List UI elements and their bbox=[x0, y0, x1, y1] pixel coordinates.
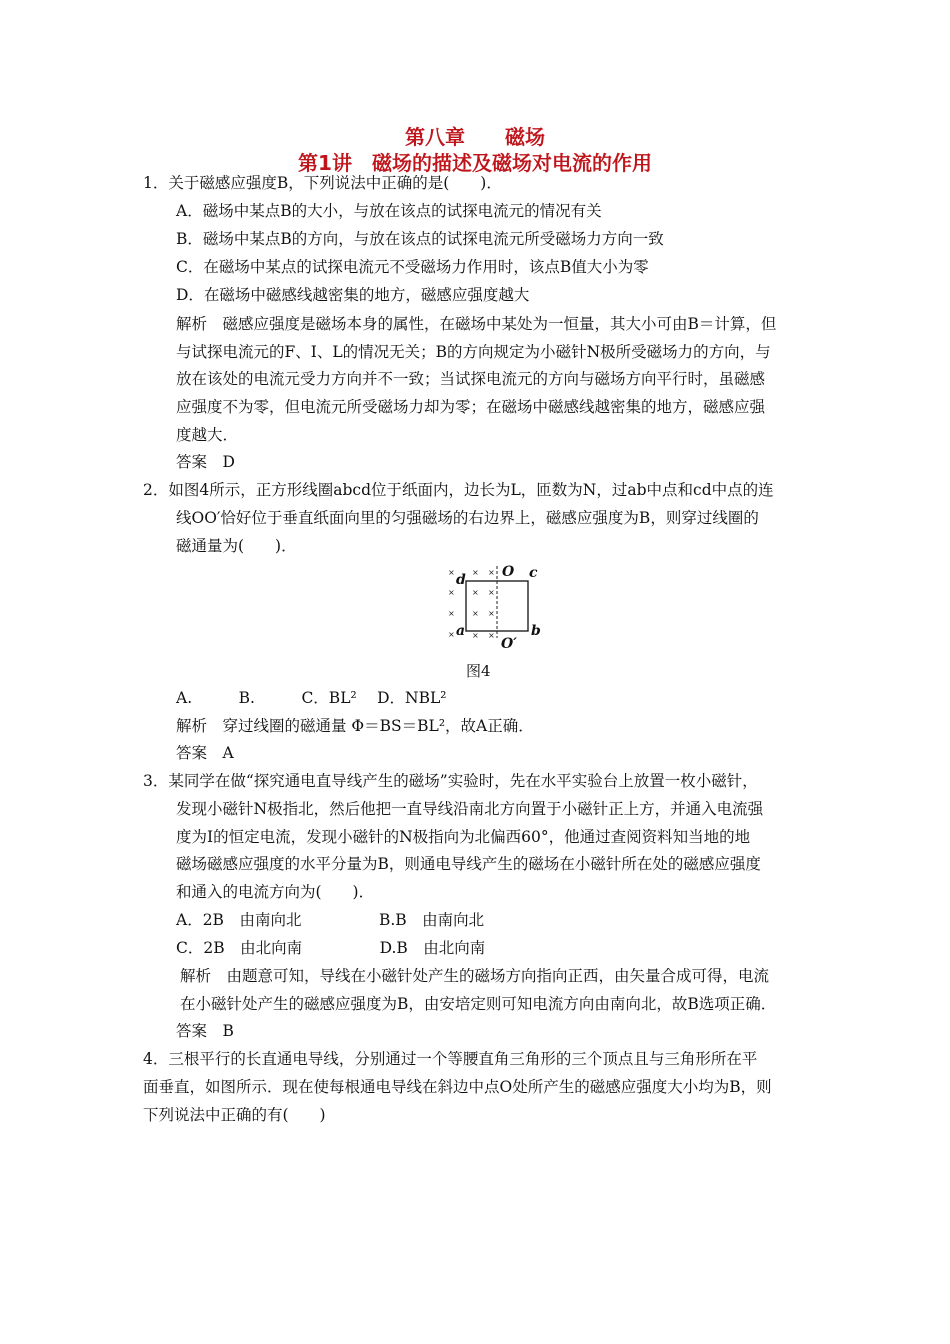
label-c: c bbox=[529, 565, 538, 581]
q1-stem: 1．关于磁感应强度B，下列说法中正确的是( )． bbox=[143, 174, 502, 192]
q3-options-row: C．2B 由北向南 D.B 由北向南 bbox=[176, 939, 486, 957]
cross-mark: × bbox=[472, 631, 479, 640]
q4-stem-line: 下列说法中正确的有( ) bbox=[143, 1106, 326, 1124]
cross-mark: × bbox=[472, 609, 479, 618]
q2-stem-line: 2．如图4所示，正方形线圈abcd位于纸面内，边长为L，匝数为N，过ab中点和cd中点的连 bbox=[143, 481, 774, 499]
cross-mark: × bbox=[488, 631, 495, 640]
q3-stem-line: 和通入的电流方向为( )． bbox=[176, 883, 375, 901]
q1-option-d: D．在磁场中磁感线越密集的地方，磁感应强度越大 bbox=[176, 286, 530, 304]
cross-mark: × bbox=[448, 630, 455, 639]
q1-analysis-line: 与试探电流元的F、I、L的情况无关；B的方向规定为小磁针N极所受磁场力的方向，与 bbox=[176, 343, 771, 361]
q2-options: A. B. C．BL² D．NBL² bbox=[176, 689, 447, 707]
q3-stem-line: 3．某同学在做“探究通电直导线产生的磁场”实验时，先在水平实验台上放置一枚小磁针， bbox=[143, 772, 758, 790]
q1-answer: 答案 D bbox=[176, 453, 235, 471]
q2-answer: 答案 A bbox=[176, 744, 234, 762]
q1-analysis-line: 度越大． bbox=[176, 426, 239, 444]
q2-stem-line: 磁通量为( )． bbox=[176, 537, 297, 555]
q4-stem-line: 4．三根平行的长直通电导线，分别通过一个等腰直角三角形的三个顶点且与三角形所在平 bbox=[143, 1050, 758, 1068]
figure-4-coil-diagram bbox=[445, 560, 550, 655]
q2-analysis: 解析 穿过线圈的磁通量 Φ＝BS＝BL²，故A正确． bbox=[176, 717, 534, 735]
cross-mark: × bbox=[472, 568, 479, 577]
q3-analysis-line: 在小磁针处产生的磁感应强度为B，由安培定则可知电流方向由南向北，故B选项正确． bbox=[180, 995, 777, 1013]
q1-option-c: C．在磁场中某点的试探电流元不受磁场力作用时，该点B值大小为零 bbox=[176, 258, 649, 276]
label-b: b bbox=[531, 623, 541, 639]
q3-options-row: A．2B 由南向北 B.B 由南向北 bbox=[176, 911, 485, 929]
q1-analysis-line: 放在该处的电流元受力方向并不一致；当试探电流元的方向与磁场方向平行时，虽磁感 bbox=[176, 370, 766, 388]
cross-mark: × bbox=[472, 588, 479, 597]
cross-mark: × bbox=[488, 588, 495, 597]
q2-stem-line: 线OO′恰好位于垂直纸面向里的匀强磁场的右边界上，磁感应强度为B，则穿过线圈的 bbox=[176, 509, 759, 527]
lesson-title: 第1讲 磁场的描述及磁场对电流的作用 bbox=[298, 151, 652, 175]
q1-analysis-line: 应强度不为零，但电流元所受磁场力却为零；在磁场中磁感线越密集的地方，磁感应强 bbox=[176, 398, 766, 416]
q3-stem-line: 度为I的恒定电流，发现小磁针的N极指向为北偏西60°，他通过查阅资料知当地的地 bbox=[176, 828, 751, 846]
chapter-title: 第八章 磁场 bbox=[405, 125, 545, 149]
cross-mark: × bbox=[448, 609, 455, 618]
q3-stem-line: 磁场磁感应强度的水平分量为B，则通电导线产生的磁场在小磁针所在处的磁感应强度 bbox=[176, 855, 761, 873]
label-a: a bbox=[456, 623, 466, 639]
q3-stem-line: 发现小磁针N极指北，然后他把一直导线沿南北方向置于小磁针正上方，并通入电流强 bbox=[176, 800, 764, 818]
label-o: O bbox=[502, 564, 515, 580]
label-o-prime: O′ bbox=[501, 636, 517, 652]
q1-option-a: A．磁场中某点B的大小，与放在该点的试探电流元的情况有关 bbox=[176, 202, 602, 220]
q1-option-b: B．磁场中某点B的方向，与放在该点的试探电流元所受磁场力方向一致 bbox=[176, 230, 664, 248]
q4-stem-line: 面垂直，如图所示．现在使每根通电导线在斜边中点O处所产生的磁感应强度大小均为B，则 bbox=[143, 1078, 772, 1096]
cross-mark: × bbox=[448, 568, 455, 577]
cross-mark: × bbox=[488, 609, 495, 618]
q3-answer: 答案 B bbox=[176, 1022, 234, 1040]
q1-analysis-line: 解析 磁感应强度是磁场本身的属性，在磁场中某处为一恒量，其大小可由B＝计算，但 bbox=[176, 315, 777, 333]
label-d: d bbox=[456, 572, 466, 588]
figure-caption: 图4 bbox=[466, 662, 491, 680]
cross-mark: × bbox=[488, 568, 495, 577]
q3-analysis-line: 解析 由题意可知，导线在小磁针处产生的磁场方向指向正西，由矢量合成可得，电流 bbox=[180, 967, 770, 985]
cross-mark: × bbox=[448, 588, 455, 597]
